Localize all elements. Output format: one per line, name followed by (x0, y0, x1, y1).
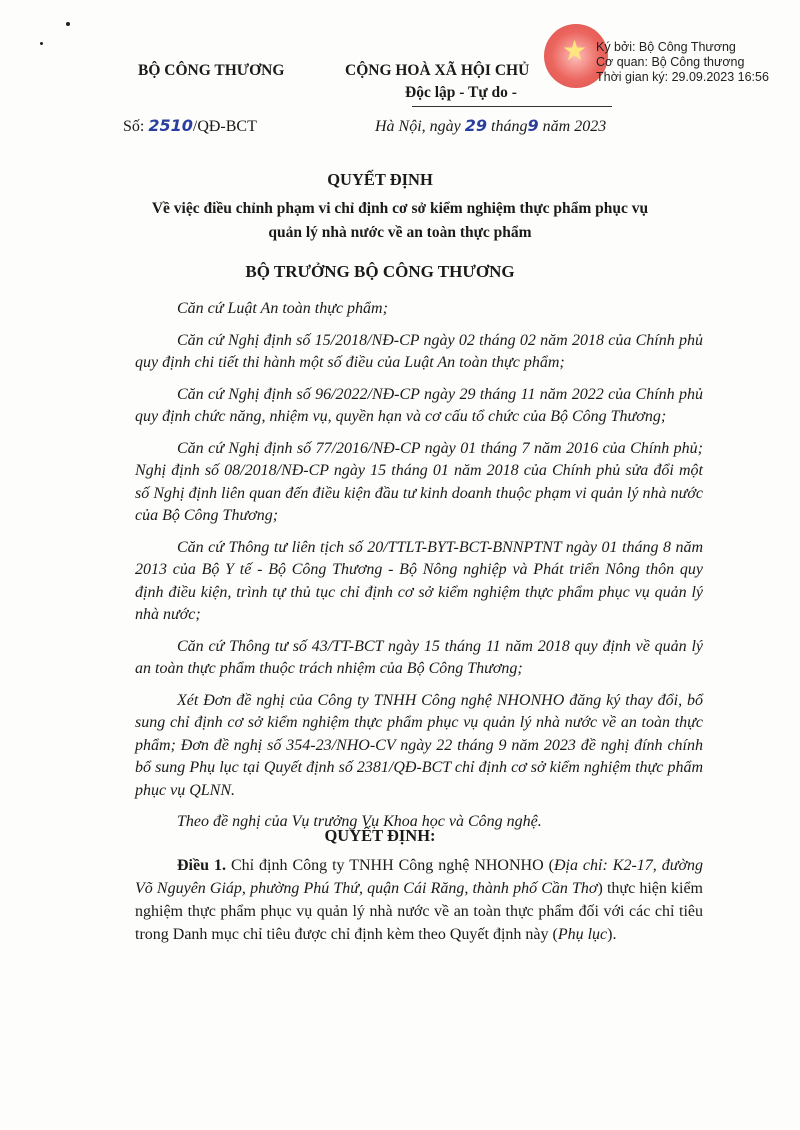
decision-heading: QUYẾT ĐỊNH: (324, 826, 436, 845)
article-1 (135, 854, 703, 946)
number-suffix: /QĐ-BCT (192, 118, 257, 135)
date-month: 9 (527, 116, 539, 135)
basis-paragraph: Căn cứ Nghị định số 15/2018/NĐ-CP ngày 02 tháng 02 năm 2018 của Chính phủ quy định chi tiết thi hành một số điều của Luật An toàn thực phẩm; (135, 331, 703, 371)
basis-paragraph: Theo đề nghị của Vụ trưởng Vụ Khoa học và Công nghệ. (177, 813, 542, 830)
republic-header: CỘNG HOÀ XÃ HỘI CHỦ (345, 62, 530, 79)
scan-speck (40, 42, 43, 45)
motto-header: Độc lập - Tự do - (405, 84, 517, 101)
subject-line-2: quản lý nhà nước về an toàn thực phẩm (268, 224, 532, 241)
digital-signature-info (596, 40, 769, 85)
basis-paragraph: Căn cứ Thông tư liên tịch số 20/TTLT-BYT-BCT-BNNPTNT ngày 01 tháng 8 năm 2013 của Bộ Y tế - Bộ Công Thương - Bộ Nông nghiệp và Phát triển Nông thôn quy định điều kiện, trình tự thủ tục chỉ định cơ sở kiểm nghiệm thực phẩm phục vụ quản lý nhà nước; (135, 538, 703, 623)
article-1-address: Địa chỉ: K2-17, đường Võ Nguyên Giáp, phường Phú Thứ, quận Cái Răng, thành phố Cần Thơ (135, 857, 703, 897)
basis-paragraph: Căn cứ Luật An toàn thực phẩm; (177, 300, 388, 317)
number-prefix: Số: (123, 118, 145, 135)
basis-paragraph: Căn cứ Nghị định số 96/2022/NĐ-CP ngày 29 tháng 11 năm 2022 của Chính phủ quy định chức năng, nhiệm vụ, quyền hạn và cơ cấu tổ chức của Bộ Công Thương; (135, 385, 703, 425)
motto-underline (412, 106, 612, 107)
date-day: 29 (464, 116, 488, 135)
basis-paragraph: Xét Đơn đề nghị của Công ty TNHH Công nghệ NHONHO đăng ký thay đổi, bổ sung chỉ định cơ sở kiểm nghiệm thực phẩm phục vụ quản lý nhà nước về an toàn thực phẩm; Đơn đề nghị số 354-23/NHO-CV ngày 22 tháng 9 năm 2023 đề nghị đính chính bổ sung Phụ lục tại Quyết định số 2381/QĐ-BCT chỉ định cơ sở kiểm nghiệm thực phẩm phục vụ QLNN. (135, 691, 703, 799)
document-subject (100, 197, 700, 245)
star-icon: ★ (562, 36, 588, 67)
signing-agency: Cơ quan: Bộ Công thương (596, 55, 745, 69)
issuing-authority: BỘ TRƯỞNG BỘ CÔNG THƯƠNG (245, 262, 515, 281)
ministry-header: BỘ CÔNG THƯƠNG (138, 62, 285, 79)
document-number (123, 116, 257, 136)
article-1-appendix: Phụ lục (557, 926, 608, 943)
basis-paragraph: Căn cứ Nghị định số 77/2016/NĐ-CP ngày 01 tháng 7 năm 2016 của Chính phủ; Nghị định số 08/2018/NĐ-CP ngày 15 tháng 01 năm 2018 của Chính phủ sửa đổi một số Nghị định liên quan đến điều kiện đầu tư kinh doanh thuộc phạm vi quản lý nhà nước của Bộ Công Thương; (135, 439, 703, 524)
date-place: Hà Nội, ngày (375, 118, 461, 135)
document-date (375, 116, 606, 136)
scan-speck (66, 22, 70, 26)
article-1-text: Chỉ định Công ty TNHH Công nghệ NHONHO ( (225, 857, 554, 874)
legal-bases (135, 298, 703, 843)
article-1-text-2: ) thực hiện kiểm nghiệm thực phẩm phục vụ quản lý nhà nước về an toàn thực phẩm đối với các chỉ tiêu trong Danh mục chỉ tiêu được chỉ định kèm theo Quyết định này ( (135, 880, 703, 943)
document-type: QUYẾT ĐỊNH (327, 170, 433, 189)
signed-by: Ký bởi: Bộ Công Thương (596, 40, 736, 54)
date-month-label: tháng (491, 118, 528, 135)
basis-paragraph: Căn cứ Thông tư số 43/TT-BCT ngày 15 tháng 11 năm 2018 quy định về quản lý an toàn thực phẩm thuộc trách nhiệm của Bộ Công Thương; (135, 637, 703, 677)
date-year: năm 2023 (542, 118, 607, 135)
signing-time: Thời gian ký: 29.09.2023 16:56 (596, 70, 769, 84)
number-value: 2510 (148, 116, 193, 135)
article-1-text-3: ). (607, 926, 617, 943)
article-1-label: Điều 1. (177, 857, 226, 874)
subject-line-1: Về việc điều chỉnh phạm vi chỉ định cơ sở kiểm nghiệm thực phẩm phục vụ (151, 200, 649, 217)
